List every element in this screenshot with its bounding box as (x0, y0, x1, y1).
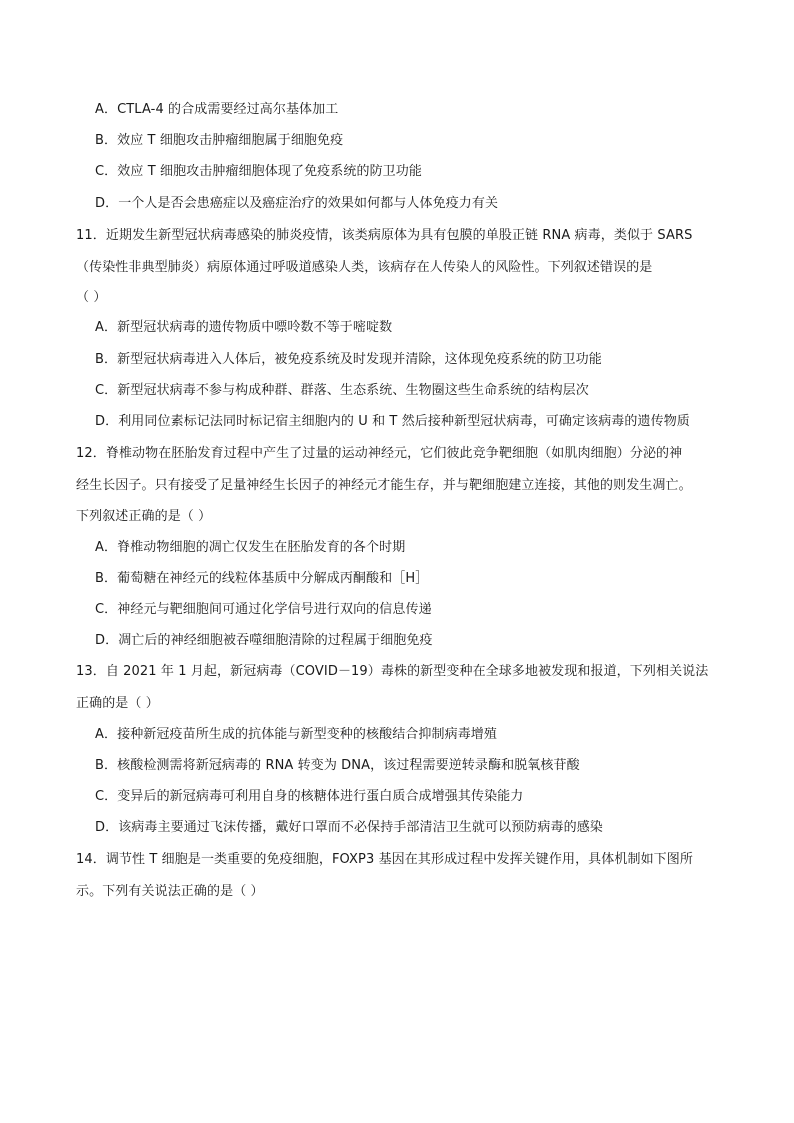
q11-option-c: C．新型冠状病毒不参与构成种群、群落、生态系统、生物圈这些生命系统的结构层次 (95, 383, 589, 398)
q11-option-b: B．新型冠状病毒进入人体后，被免疫系统及时发现并清除，这体现免疫系统的防卫功能 (95, 352, 602, 367)
q10-option-b: B．效应 T 细胞攻击肿瘤细胞属于细胞免疫 (95, 133, 344, 148)
q14-stem-line-2: 示。下列有关说法正确的是（ ） (76, 884, 264, 899)
q10-option-d: D．一个人是否会患癌症以及癌症治疗的效果如何都与人体免疫力有关 (95, 196, 499, 211)
q12-stem-line-2: 经生长因子。只有接受了足量神经生长因子的神经元才能生存，并与靶细胞建立连接，其他的则发生凋亡。 (76, 478, 692, 493)
q13-option-b: B．核酸检测需将新冠病毒的 RNA 转变为 DNA，该过程需要逆转录酶和脱氧核苷酸 (95, 758, 580, 773)
q12-option-b: B．葡萄糖在神经元的线粒体基质中分解成丙酮酸和［H］ (95, 571, 429, 586)
q12-stem-line-1: 12．脊椎动物在胚胎发育过程中产生了过量的运动神经元，它们彼此竞争靶细胞（如肌肉细胞）分泌的神 (76, 446, 683, 461)
q11-stem-line-1: 11．近期发生新型冠状病毒感染的肺炎疫情，该类病原体为具有包膜的单股正链 RNA 病毒，类似于 SARS (76, 228, 693, 243)
q10-option-c: C．效应 T 细胞攻击肿瘤细胞体现了免疫系统的防卫功能 (95, 164, 422, 179)
q14-stem-line-1: 14．调节性 T 细胞是一类重要的免疫细胞，FOXP3 基因在其形成过程中发挥关键作用，具体机制如下图所 (76, 852, 693, 867)
q13-stem-line-1: 13．自 2021 年 1 月起，新冠病毒（COVID－19）毒株的新型变种在全球多地被发现和报道，下列相关说法 (76, 664, 709, 679)
q12-stem-line-3: 下列叙述正确的是（ ） (76, 509, 212, 524)
q13-option-d: D．该病毒主要通过飞沫传播，戴好口罩而不必保持手部清洁卫生就可以预防病毒的感染 (95, 820, 603, 835)
q10-option-a: A．CTLA-4 的合成需要经过高尔基体加工 (95, 102, 339, 117)
q11-option-d: D．利用同位素标记法同时标记宿主细胞内的 U 和 T 然后接种新型冠状病毒，可确定该病毒的遗传物质 (95, 414, 690, 429)
q11-option-a: A．新型冠状病毒的遗传物质中嘌呤数不等于嘧啶数 (95, 320, 393, 335)
q12-option-c: C．神经元与靶细胞间可通过化学信号进行双向的信息传递 (95, 602, 432, 617)
q11-stem-line-2: （传染性非典型肺炎）病原体通过呼吸道感染人类，该病存在人传染人的风险性。下列叙述错误的是 (76, 260, 653, 275)
q12-option-a: A．脊椎动物细胞的凋亡仅发生在胚胎发育的各个时期 (95, 540, 406, 555)
q13-stem-line-2: 正确的是（ ） (76, 696, 159, 711)
q12-option-d: D．凋亡后的神经细胞被吞噬细胞清除的过程属于细胞免疫 (95, 633, 433, 648)
q13-option-a: A．接种新冠疫苗所生成的抗体能与新型变种的核酸结合抑制病毒增殖 (95, 727, 497, 742)
q11-answer-bracket: （ ） (76, 290, 107, 305)
q13-option-c: C．变异后的新冠病毒可利用自身的核糖体进行蛋白质合成增强其传染能力 (95, 789, 524, 804)
